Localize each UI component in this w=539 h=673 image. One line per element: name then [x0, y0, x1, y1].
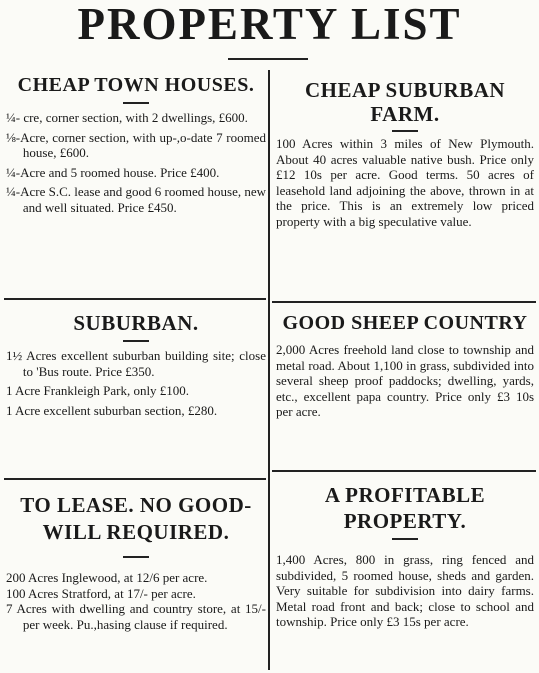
listing-item: 100 Acres Stratford, at 17/- per acre. — [6, 585, 196, 601]
section-suburban — [6, 312, 266, 418]
listing-item: 1 Acre Frankleigh Park, only £100. — [6, 383, 190, 399]
heading-rule — [123, 340, 149, 342]
left-column-bottom — [6, 492, 266, 632]
title-underline — [228, 58, 308, 60]
heading-rule — [392, 130, 418, 132]
listing-item: 1½ Acres excellent suburban building site; close to 'Bus route. Price £350. — [6, 348, 266, 379]
listing-item: ¼-Acre S.C. lease and good 6 roomed house, new and well situated. Price £450. — [6, 184, 266, 215]
section-divider — [272, 301, 536, 303]
section-cheap-suburban-farm — [276, 78, 534, 230]
listing-item: 200 Acres Inglewood, at 12/6 per acre. — [6, 570, 208, 585]
listing-item: ¼- cre, corner section, with 2 dwellings, £600. — [6, 110, 248, 125]
listing-item: ⅛-Acre, corner section, with up-,o-date 7 roomed house, £600. — [6, 129, 266, 161]
listing-item: ¼-Acre and 5 roomed house. Price £400. — [6, 164, 220, 180]
section-heading: SUBURBAN. — [73, 311, 199, 335]
column-divider — [268, 70, 270, 670]
listing-text: 2,000 Acres freehold land close to township and metal road. About 1,100 in grass, subdivided into several sheep proof paddocks; dwelling, yards, etc., excellent papa country. Price only £3 10s per acre. — [276, 342, 534, 420]
heading-rule — [123, 102, 149, 104]
section-heading: CHEAP TOWN HOUSES. — [17, 74, 255, 96]
section-a-profitable-property — [276, 482, 534, 630]
heading-rule — [123, 556, 149, 558]
right-column — [276, 78, 534, 230]
right-column-mid — [276, 312, 534, 420]
section-heading: TO LEASE. NO GOOD-WILL REQUIRED. — [20, 493, 252, 544]
section-heading: A PROFITABLE PROPERTY. — [324, 483, 486, 533]
listing-text: 1,400 Acres, 800 in grass, ring fenced and subdivided, 5 roomed house, sheds and garden. Very suitable for subdivision into dairy farms. Metal road front and back; close to school and township. Price only £3 15s per acre. — [276, 552, 534, 630]
heading-rule — [392, 538, 418, 540]
listing-item: 1 Acre excellent suburban section, £280. — [6, 402, 218, 418]
left-column-mid — [6, 312, 266, 422]
section-cheap-town-houses — [6, 70, 266, 216]
section-to-lease — [6, 492, 266, 632]
section-divider — [4, 478, 266, 480]
section-heading: GOOD SHEEP COUNTRY — [282, 312, 528, 334]
section-divider — [4, 298, 266, 300]
page-title: PROPERTY LIST — [77, 0, 462, 49]
right-column-bottom — [276, 482, 534, 630]
section-heading: CHEAP SUBURBAN FARM. — [304, 78, 506, 126]
left-column — [6, 70, 266, 220]
section-divider — [272, 470, 536, 472]
listing-text: 100 Acres within 3 miles of New Plymouth. About 40 acres valuable native bush. Price only £12 10s per acre. Good terms. 50 acres of leasehold land adjoining the above, thrown in at the price. This is an extremely low priced property with a big speculative value. — [276, 136, 534, 229]
section-good-sheep-country — [276, 312, 534, 420]
listing-item: 7 Acres with dwelling and country store, at 15/- per week. Pu.,hasing clause if required. — [6, 601, 266, 632]
